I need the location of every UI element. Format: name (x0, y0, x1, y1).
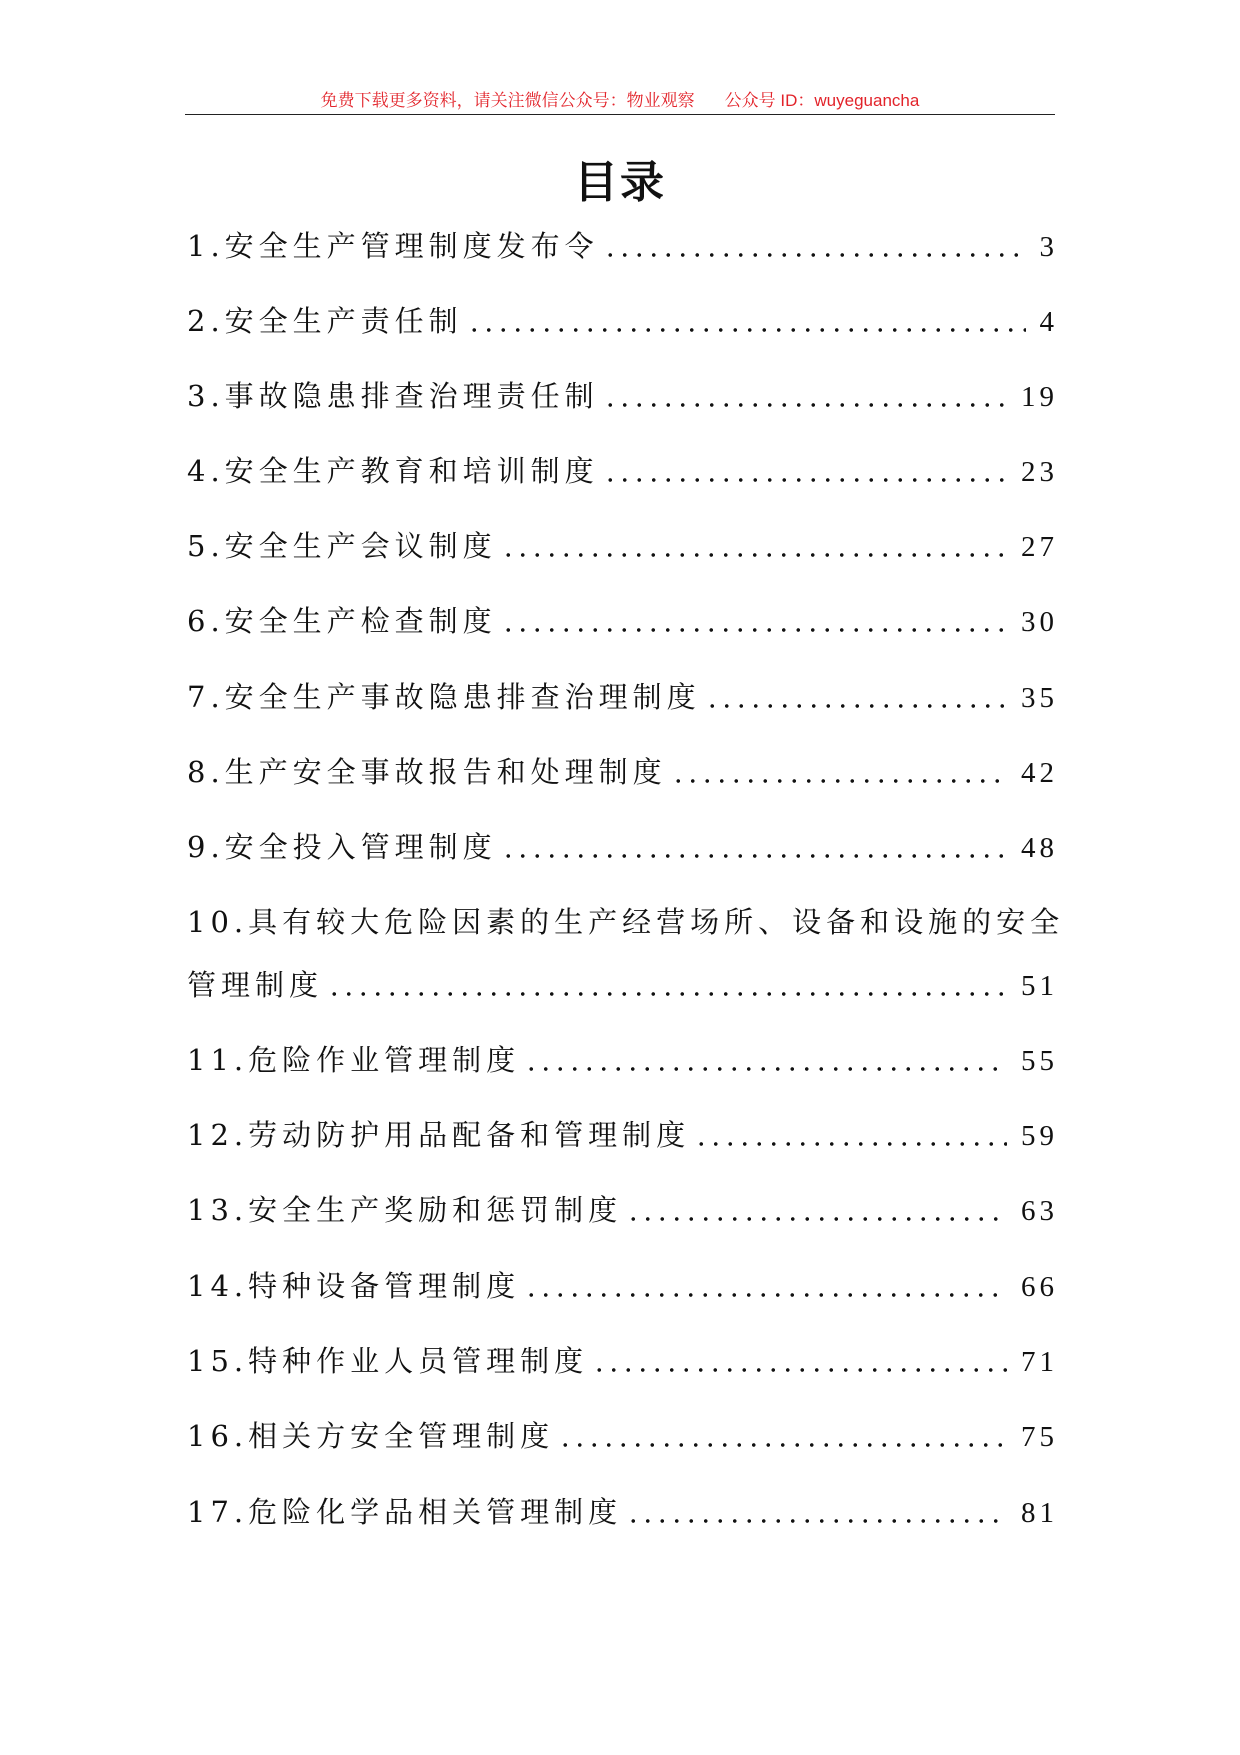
toc-entry[interactable] (187, 301, 1058, 341)
toc-entry[interactable] (187, 376, 1058, 416)
toc-entry[interactable] (187, 1416, 1058, 1456)
toc-entry-label: 4.安全生产教育和培训制度 (187, 454, 599, 488)
toc-entry[interactable] (187, 1115, 1058, 1155)
toc-entry-page: 23 (1021, 456, 1058, 488)
toc-entry-page: 3 (1039, 231, 1058, 263)
toc-leader-dots (626, 1216, 1007, 1222)
toc-entry-label: 14.特种设备管理制度 (187, 1269, 521, 1303)
page-header (185, 86, 1055, 116)
toc-leader-dots (524, 1066, 1007, 1072)
toc-entry-label: 12.劳动防护用品配备和管理制度 (187, 1118, 691, 1152)
toc-entry[interactable] (187, 1190, 1058, 1230)
toc-entry-label: 6.安全生产检查制度 (187, 604, 497, 638)
toc-entry[interactable] (187, 526, 1058, 566)
toc-entry-page: 71 (1021, 1346, 1058, 1378)
toc-leader-dots (603, 402, 1007, 408)
toc-leader-dots (327, 991, 1007, 997)
toc-entry-label: 13.安全生产奖励和惩罚制度 (187, 1193, 623, 1227)
header-notice: 免费下载更多资料，请关注微信公众号：物业观察 (320, 91, 695, 111)
toc-entry[interactable] (187, 827, 1058, 867)
toc-entry-page: 48 (1021, 832, 1058, 864)
toc-leader-dots (592, 1367, 1007, 1373)
toc-entry-page: 35 (1021, 682, 1058, 714)
toc-entry-label: 9.安全投入管理制度 (187, 830, 497, 864)
header-account-id: 公众号 ID：wuyeguancha (724, 91, 920, 110)
toc-entry-page: 75 (1021, 1421, 1058, 1453)
toc-entry-label: 2.安全生产责任制 (187, 304, 463, 338)
toc-entry[interactable] (187, 1040, 1058, 1080)
toc-leader-dots (626, 1518, 1007, 1524)
toc-leader-dots (705, 703, 1007, 709)
toc-leader-dots (671, 778, 1007, 784)
toc-entry-label: 16.相关方安全管理制度 (187, 1419, 555, 1453)
toc-entry-page: 66 (1021, 1271, 1058, 1303)
toc-leader-dots (501, 627, 1007, 633)
toc-entry-label: 5.安全生产会议制度 (187, 529, 497, 563)
toc-entry[interactable] (187, 226, 1058, 266)
toc-leader-dots (524, 1292, 1007, 1298)
toc-entry-label: 15.特种作业人员管理制度 (187, 1344, 589, 1378)
toc-entry[interactable] (187, 752, 1058, 792)
toc-entry-label: 1.安全生产管理制度发布令 (187, 229, 599, 263)
toc-entry-label: 7.安全生产事故隐患排查治理制度 (187, 680, 701, 714)
toc-entry-label: 11.危险作业管理制度 (187, 1043, 521, 1077)
toc-leader-dots (603, 252, 1026, 258)
toc-entry-label: 17.危险化学品相关管理制度 (187, 1495, 623, 1529)
toc-entry[interactable] (187, 1492, 1058, 1532)
toc-entry-page: 51 (1021, 970, 1058, 1002)
toc-leader-dots (467, 327, 1026, 333)
toc-entry[interactable] (187, 965, 1058, 1005)
toc-leader-dots (501, 552, 1007, 558)
toc-entry[interactable] (187, 677, 1058, 717)
header-rule (185, 114, 1055, 115)
toc-entry[interactable] (187, 1266, 1058, 1306)
toc-entry-page: 30 (1021, 606, 1058, 638)
toc-leader-dots (501, 853, 1007, 859)
page-title: 目录 (574, 157, 666, 208)
toc-entry-label: 8.生产安全事故报告和处理制度 (187, 755, 667, 789)
toc-entry-page: 27 (1021, 531, 1058, 563)
toc-entry-page: 19 (1021, 381, 1058, 413)
toc-entry-label: 管理制度 (187, 968, 324, 1002)
toc-leader-dots (558, 1442, 1007, 1448)
toc-entry-label: 3.事故隐患排查治理责任制 (187, 379, 599, 413)
toc-entry[interactable] (187, 1341, 1058, 1381)
toc-entry-page: 59 (1021, 1120, 1058, 1152)
toc-entry-page: 63 (1021, 1195, 1058, 1227)
toc-entry-page: 42 (1021, 757, 1058, 789)
toc-entry[interactable] (187, 451, 1058, 491)
toc-entry[interactable] (187, 601, 1058, 641)
toc-entry-page: 81 (1021, 1497, 1058, 1529)
toc-entry-first-line[interactable]: 10.具有较大危险因素的生产经营场所、设备和设施的安全 (187, 905, 1065, 939)
toc-leader-dots (603, 477, 1007, 483)
toc-entry-page: 4 (1039, 306, 1058, 338)
toc-entry-page: 55 (1021, 1045, 1058, 1077)
toc-leader-dots (694, 1141, 1007, 1147)
